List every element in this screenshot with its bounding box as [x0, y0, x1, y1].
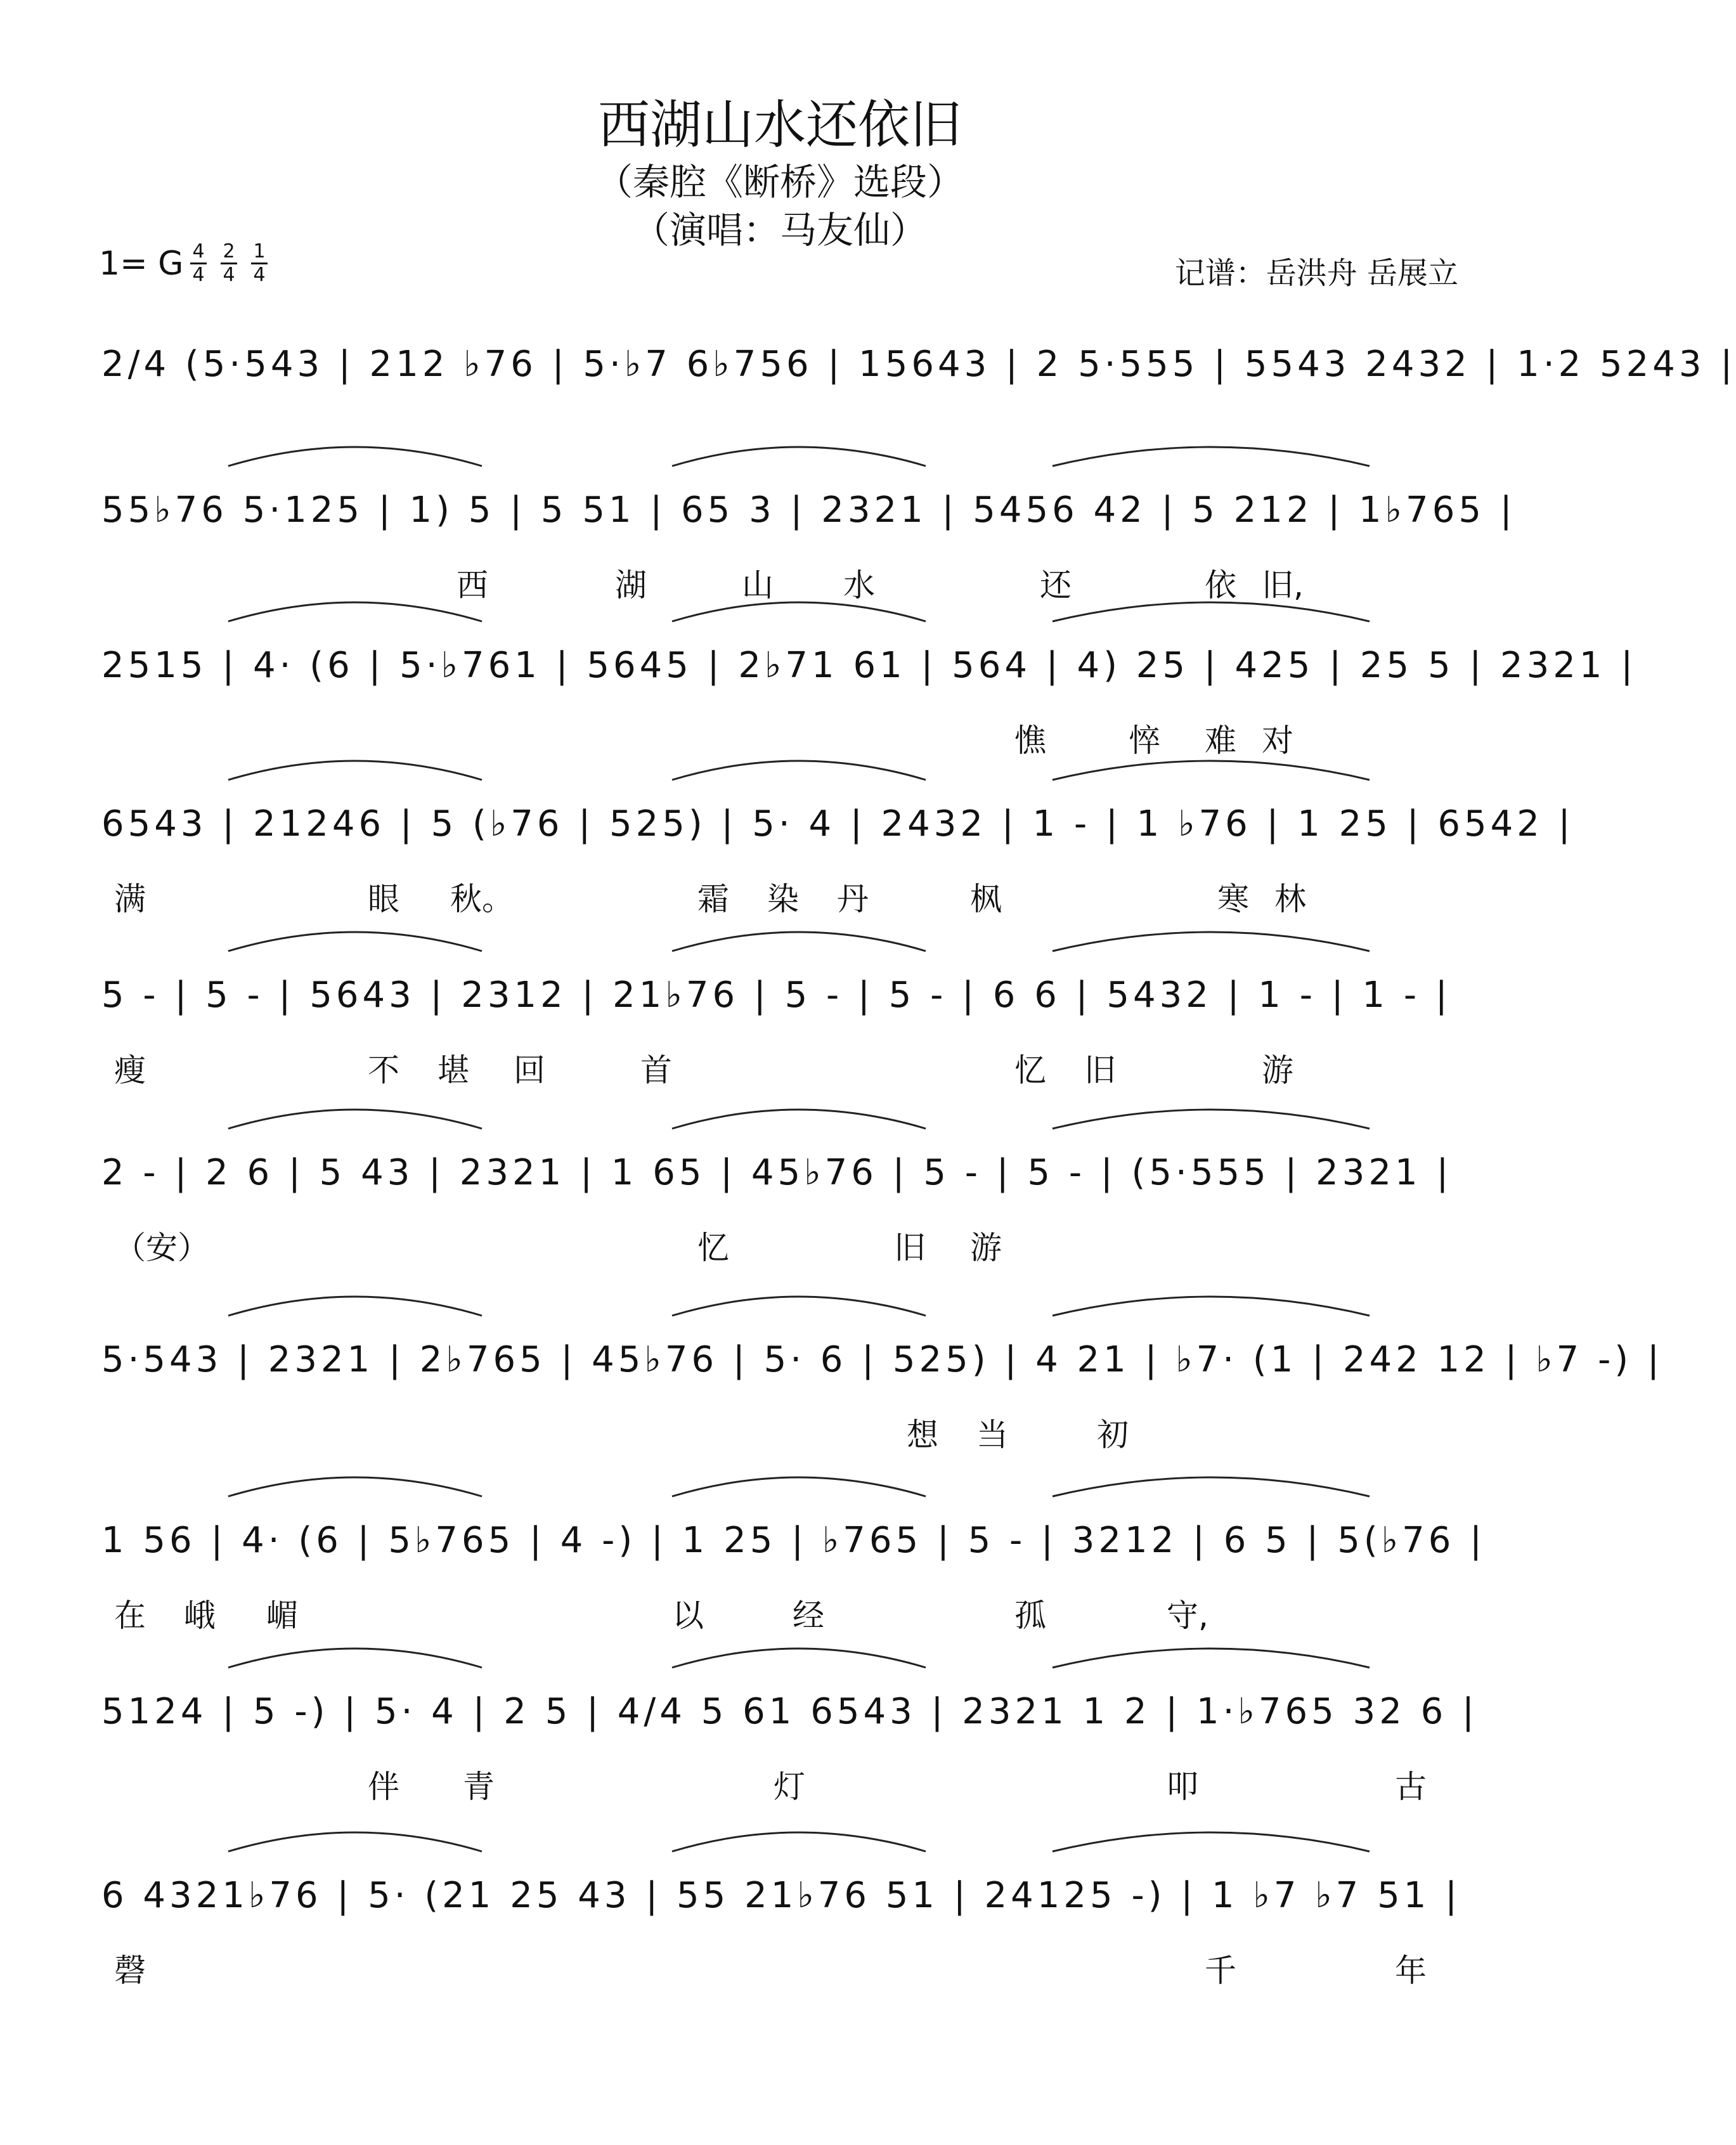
ts-den: 4: [253, 264, 266, 286]
slur-arc: [228, 1649, 482, 1668]
lyric-syllable: 初: [1097, 1416, 1129, 1453]
lyric-syllable: 悴: [1129, 722, 1160, 759]
slur-arcs: [101, 1807, 1458, 1858]
lyric-syllable: 守,: [1167, 1597, 1208, 1634]
slur-arc: [672, 447, 926, 466]
lyric-syllable: 山: [742, 567, 774, 604]
notators-credit: 记谱：岳洪舟 岳展立: [1174, 256, 1458, 291]
ts-den: 4: [192, 264, 205, 286]
lyric-syllable: 难: [1205, 722, 1236, 759]
subtitle: （秦腔《断桥》选段）: [595, 160, 964, 204]
lyric-syllable: 伴: [368, 1768, 399, 1805]
lyric-syllable: 忆: [1014, 1052, 1046, 1089]
slur-arcs: [101, 907, 1458, 957]
lyric-syllable: 青: [463, 1768, 495, 1805]
slur-arc: [228, 1110, 482, 1129]
lyric-syllable: 想: [907, 1416, 938, 1453]
slur-arc: [1053, 1832, 1370, 1851]
jianpu-notes: 2/4 (5·543 | 212 ♭76 | 5·♭7 6♭756 | 15643 | 2 5·555 | 5543 2432 | 1·2 5243 |: [101, 344, 1736, 385]
lyric-syllable: 回: [514, 1052, 545, 1089]
singer-credit: （演唱：马友仙）: [632, 209, 927, 252]
lyric-syllable: 年: [1395, 1952, 1427, 1989]
staff-line: [101, 1858, 1461, 2010]
slur-arcs: [101, 1623, 1458, 1674]
lyric-syllable: 在: [114, 1597, 146, 1634]
lyric-syllable: 满: [114, 881, 146, 917]
lyric-syllable: 忆: [697, 1229, 729, 1266]
lyric-syllable: 憔: [1014, 722, 1046, 759]
jianpu-notes: 2 - | 2 6 | 5 43 | 2321 | 1 65 | 45♭76 | 5 - | 5 - | (5·555 | 2321 |: [101, 1152, 1453, 1193]
ts-num: 4: [192, 240, 205, 262]
jianpu-notes: 6 4321♭76 | 5· (21 25 43 | 55 21♭76 51 | 24125 -) | 1 ♭7 ♭7 51 |: [101, 1875, 1461, 1916]
lyric-syllable: 磬: [114, 1952, 146, 1989]
slur-arc: [228, 1832, 482, 1851]
lyric-syllable: 还: [1040, 567, 1072, 604]
lyric-syllable: 经: [793, 1597, 824, 1634]
lyric-syllable: 古: [1395, 1768, 1427, 1805]
ts-num: 1: [253, 240, 266, 262]
page-title: 西湖山水还依旧: [597, 95, 962, 155]
lyric-syllable: 旧,: [1262, 567, 1304, 604]
slur-arc: [1053, 1649, 1370, 1668]
jianpu-notes: 6543 | 21246 | 5 (♭76 | 525) | 5· 4 | 2432 | 1 - | 1 ♭76 | 1 25 | 6542 |: [101, 803, 1574, 845]
lyric-syllable: 秋。: [450, 881, 514, 917]
slur-arc: [1053, 1110, 1370, 1129]
slur-arcs: [101, 422, 1458, 472]
lyric-syllable: 寒: [1217, 881, 1249, 917]
slur-arcs: [101, 1452, 1458, 1503]
slur-arcs: [101, 1084, 1458, 1135]
jianpu-notes: 2515 | 4· (6 | 5·♭761 | 5645 | 2♭71 61 | 564 | 4) 25 | 425 | 25 5 | 2321 |: [101, 645, 1637, 686]
lyric-syllable: 千: [1205, 1952, 1236, 1989]
slur-arcs: [101, 736, 1458, 786]
slur-arc: [672, 761, 926, 780]
slur-arc: [1053, 761, 1370, 780]
lyric-syllable: 叩: [1167, 1768, 1198, 1805]
lyric-syllable: 游: [970, 1229, 1002, 1266]
key-signature: 1= G: [99, 245, 184, 283]
lyric-syllable: 西: [457, 567, 488, 604]
ts-num: 2: [223, 240, 235, 262]
lyric-syllable: 以: [672, 1597, 704, 1634]
lyric-syllable: 堪: [437, 1052, 469, 1089]
staff-line: [101, 1674, 1478, 1826]
slur-arc: [672, 1477, 926, 1496]
lyric-syllable: 游: [1262, 1052, 1293, 1089]
lyric-syllable: 林: [1274, 881, 1306, 917]
lyric-syllable: 当: [976, 1416, 1008, 1453]
slur-arc: [1053, 932, 1370, 951]
jianpu-notes: 5·543 | 2321 | 2♭765 | 45♭76 | 5· 6 | 525) | 4 21 | ♭7· (1 | 242 12 | ♭7 -) |: [101, 1339, 1663, 1380]
slur-arcs: [101, 1271, 1458, 1322]
lyric-syllable: 霜: [697, 881, 729, 917]
jianpu-notes: 55♭76 5·125 | 1) 5 | 5 51 | 65 3 | 2321 | 5456 42 | 5 212 | 1♭765 |: [101, 489, 1516, 531]
slur-arc: [228, 1297, 482, 1316]
lyric-syllable: 丹: [837, 881, 869, 917]
slur-arc: [672, 602, 926, 621]
slur-arc: [228, 447, 482, 466]
lyric-syllable: 首: [640, 1052, 672, 1089]
lyric-syllable: 灯: [774, 1768, 805, 1805]
staff-line: [101, 1322, 1663, 1474]
lyric-syllable: 嵋: [266, 1597, 298, 1634]
lyrics-row: [101, 1222, 1458, 1273]
lyric-syllable: 旧: [894, 1229, 926, 1266]
slur-arc: [672, 932, 926, 951]
slur-arc: [1053, 1297, 1370, 1316]
lyric-syllable: （安）: [114, 1229, 209, 1266]
slur-arc: [228, 602, 482, 621]
lyric-syllable: 旧: [1084, 1052, 1116, 1089]
lyric-syllable: 瘦: [114, 1052, 146, 1089]
slur-arc: [228, 932, 482, 951]
slur-arc: [228, 761, 482, 780]
ts-den: 4: [223, 264, 235, 286]
lyric-syllable: 染: [767, 881, 799, 917]
slur-arc: [672, 1832, 926, 1851]
lyrics-row: [101, 1945, 1458, 1996]
jianpu-notes: 5 - | 5 - | 5643 | 2312 | 21♭76 | 5 - | 5 - | 6 6 | 5432 | 1 - | 1 - |: [101, 975, 1451, 1016]
slur-arc: [672, 1110, 926, 1129]
lyric-syllable: 峨: [184, 1597, 216, 1634]
lyric-syllable: 孤: [1014, 1597, 1046, 1634]
slur-arcs: [101, 276, 1458, 327]
jianpu-notes: 1 56 | 4· (6 | 5♭765 | 4 -) | 1 25 | ♭765 | 5 - | 3212 | 6 5 | 5(♭76 |: [101, 1520, 1486, 1561]
staff-line: [101, 1135, 1458, 1287]
jianpu-notes: 5124 | 5 -) | 5· 4 | 2 5 | 4/4 5 61 6543 | 2321 1 2 | 1·♭765 32 6 |: [101, 1691, 1478, 1732]
lyric-syllable: 枫: [970, 881, 1002, 917]
lyric-syllable: 依: [1205, 567, 1236, 604]
slur-arc: [1053, 602, 1370, 621]
slur-arc: [228, 1477, 482, 1496]
lyric-syllable: 对: [1262, 722, 1293, 759]
lyric-syllable: 湖: [615, 567, 647, 604]
slur-arcs: [101, 577, 1458, 628]
slur-arc: [1053, 447, 1370, 466]
slur-arc: [672, 1297, 926, 1316]
lyrics-row: [101, 1761, 1458, 1812]
slur-arc: [672, 1649, 926, 1668]
lyric-syllable: 眼: [368, 881, 399, 917]
lyric-syllable: 不: [368, 1052, 399, 1089]
lyric-syllable: 水: [843, 567, 875, 604]
slur-arc: [1053, 1477, 1370, 1496]
